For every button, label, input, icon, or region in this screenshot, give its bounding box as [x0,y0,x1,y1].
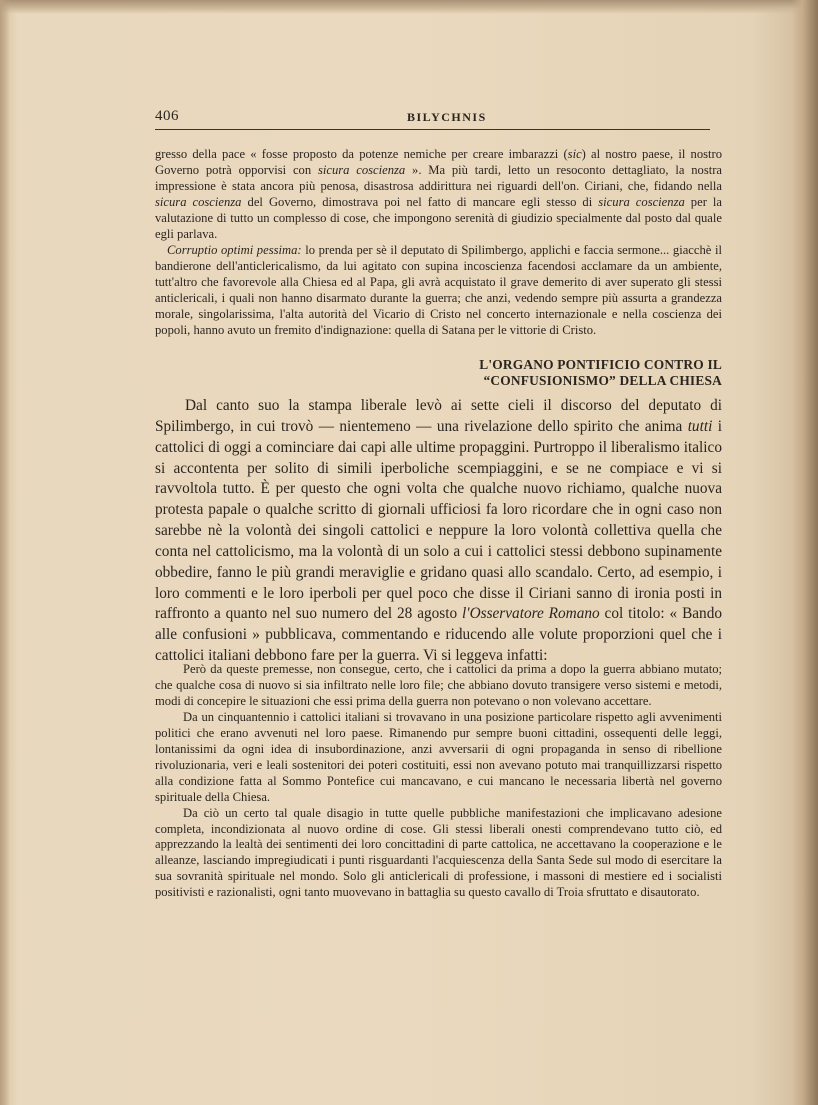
section-heading-line-1: L'ORGANO PONTIFICIO CONTRO IL [479,357,722,372]
page-right-edge [792,0,818,1105]
page-number: 406 [155,108,179,124]
quote-paragraph-2: Da un cinquantennio i cattolici italiani si trovavano in una posizione particolare rispetto agli avvenimenti politici che erano avvenuti nel loro paese. Rimanendo pur sempre buoni cittadini, ossequenti delle leggi, lontanissimi da ogni idea di insubordinazione, anzi avversarii di ogni propaganda in senso di ribellione rivoluzionaria, veri e leali sostenitori dei poteri costituiti, essi non avevano potuto mai tranquillizzarsi rispetto alla condizione fatta al Sommo Pontefice cui mancavano, e cui mancano le necessaria libertà nel governo spirituale della Chiesa. [155,709,722,804]
paragraph-continuation: gresso della pace « fosse proposto da potenze nemiche per creare imbarazzi (sic) al nostro paese, il nostro Governo potrà opporvisi con sicura coscienza ». Ma più tardi, letto un resoconto dettagliato, la nostra impressione è stata ancora più penosa, disastrosa addirittura nei riguardi dell'on. Ciriani, che, fidando nella sicura coscienza del Governo, dimostrava poi nel fatto di mancare egli stesso di sicura coscienza per la valutazione di tutto un complesso di cose, che impongono serenità di giudizio specialmente dal posto dal quale egli parlava. [155,147,722,241]
paragraph-corruptio: Corruptio optimi pessima: lo prenda per sè il deputato di Spilimbergo, applichi e faccia sermone... giacchè il bandierone dell'anticlericalismo, da lui agitato con supina incoscienza facendosi acclamare da un ambiente, tutt'altro che favorevole alla Chiesa ed al Papa, gli avrà acquistato il grave demerito di aver superato gli stessi anticlericali, i quali non hanno disarmato durante la guerra; che anzi, vedendo sempre più assurta a grandezza morale, singolarissima, l'alta autorità del Vicario di Cristo nel concerto internazionale e nella coscienza dei popoli, hanno avuto un fremito d'indignazione: quella di Satana per le vittorie di Cristo. [155,243,722,337]
header-rule [155,129,710,130]
section-heading-line-2: “CONFUSIONISMO” DELLA CHIESA [483,373,722,388]
journal-title: BILYCHNIS [407,110,487,124]
running-header [155,108,715,130]
main-paragraph-block [155,396,722,667]
page-top-edge [0,0,818,14]
quote-paragraph-3: Da ciò un certo tal quale disagio in tutte quelle pubbliche manifestazioni che implicavano adesione completa, incondizionata al nuovo ordine di cose. Gli stessi liberali onesti comprendevano tutto ciò, ed apprezzando la lealtà dei sentimenti dei loro concittadini di parte cattolica, ne accettavano la cooperazione e le alleanze, lasciando impregiudicati i punti risguardanti l'acquiescenza della Santa Sede sul modo di esercitare la sua sovranità spirituale nel mondo. Solo gli anticlericali di professione, i massoni di mestiere ed i socialisti positivisti e razionalisti, ogni tanto muovevano in battaglia su questo cavallo di Troia sfruttato e disautorato. [155,805,722,900]
quoted-passage [155,662,722,901]
quote-paragraph-1: Però da queste premesse, non consegue, certo, che i cattolici da prima a dopo la guerra abbiano mutato; che qualche cosa di nuovo si sia infiltrato nelle loro file; che abbiano dovuto transigere verso sistemi e metodi, modi di concepire le situazioni che essi prima della guerra non potevano o non volevano accettare. [155,662,722,708]
page-left-edge [0,0,10,1105]
opening-text [155,147,722,355]
main-paragraph: Dal canto suo la stampa liberale levò ai sette cieli il discorso del deputato di Spilimbergo, in cui trovò — nientemeno — una rivelazione dello spirito che anima tutti i cattolici di oggi a cominciare dai capi alle ultime propaggini. Purtroppo il liberalismo italico si accontenta per solito di simili iperboliche scempiaggini, e se ne compiace e vi si ravvoltola tutto. È per questo che ogni volta che qualche nuovo richiamo, qualche nuova protesta papale o qualche scritto di giornali ufficiosi fa loro ricordare che in ogni caso non sarebbe nè la volontà dei singoli cattolici e neppure la loro volontà collettiva quella che conta nel cattolicismo, ma la volontà di un solo a cui i cattolici stessi debbono supinamente obbedire, fanno le più grandi meraviglie e gridano quasi allo scandalo. Certo, ad esempio, i loro commenti e le loro iperboli per quel poco che disse il Ciriani sanno di ironia posti in raffronto a quanto nel suo numero del 28 agosto l'Osservatore Romano col titolo: « Bando alle confusioni » pubblicava, commentando e riducendo alle volute proporzioni quel che i cattolici italiani debbono fare per la guerra. Vi si leggeva infatti: [155,397,723,665]
section-heading [155,357,722,389]
